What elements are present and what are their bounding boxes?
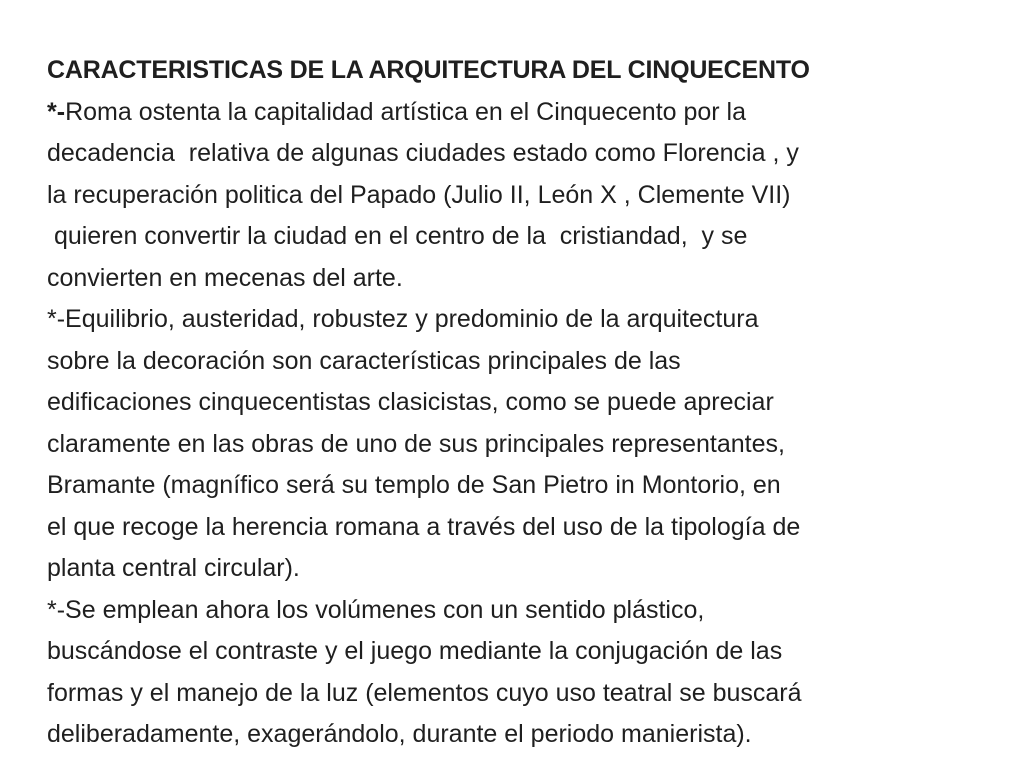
paragraph-2-line-1: *-Equilibrio, austeridad, robustez y predominio de la arquitectura xyxy=(47,305,759,333)
paragraph-1-line-5: convierten en mecenas del arte. xyxy=(47,263,403,292)
paragraph-3-line-4: deliberadamente, exagerándolo, durante el periodo manierista). xyxy=(47,720,752,748)
paragraph-1-line-1-text: Roma ostenta la capitalidad artística en el Cinquecento por la xyxy=(65,97,747,126)
paragraph-2-line-6: el que recoge la herencia romana a través del uso de la tipología de xyxy=(47,512,801,541)
paragraph-3-line-1: *-Se emplean ahora los volúmenes con un sentido plástico, xyxy=(47,595,705,624)
paragraph-2-line-5: Bramante (magnífico será su templo de San Pietro in Montorio, en xyxy=(47,471,781,499)
paragraph-1-line-1 xyxy=(47,92,987,134)
paragraph-2-line-2: sobre la decoración son características principales de las xyxy=(47,346,681,375)
paragraph-1-line-3: la recuperación politica del Papado (Julio II, León X , Clemente VII) xyxy=(47,180,791,209)
paragraph-3-line-2: buscándose el contraste y el juego mediante la conjugación de las xyxy=(47,637,783,665)
paragraph-1-line-2: decadencia relativa de algunas ciudades estado como Florencia , y xyxy=(47,139,799,167)
paragraph-2-line-4: claramente en las obras de uno de sus principales representantes, xyxy=(47,429,785,458)
slide-text-block xyxy=(47,50,987,756)
paragraph-2-line-3: edificaciones cinquecentistas clasicistas, como se puede apreciar xyxy=(47,388,774,416)
slide-title: CARACTERISTICAS DE LA ARQUITECTURA DEL CINQUECENTO xyxy=(47,56,810,84)
paragraph-1-bullet: *- xyxy=(47,97,66,126)
paragraph-2-line-7: planta central circular). xyxy=(47,554,300,582)
paragraph-1-line-4: quieren convertir la ciudad en el centro de la cristiandad, y se xyxy=(47,222,748,250)
paragraph-3-line-3: formas y el manejo de la luz (elementos cuyo uso teatral se buscará xyxy=(47,678,802,707)
